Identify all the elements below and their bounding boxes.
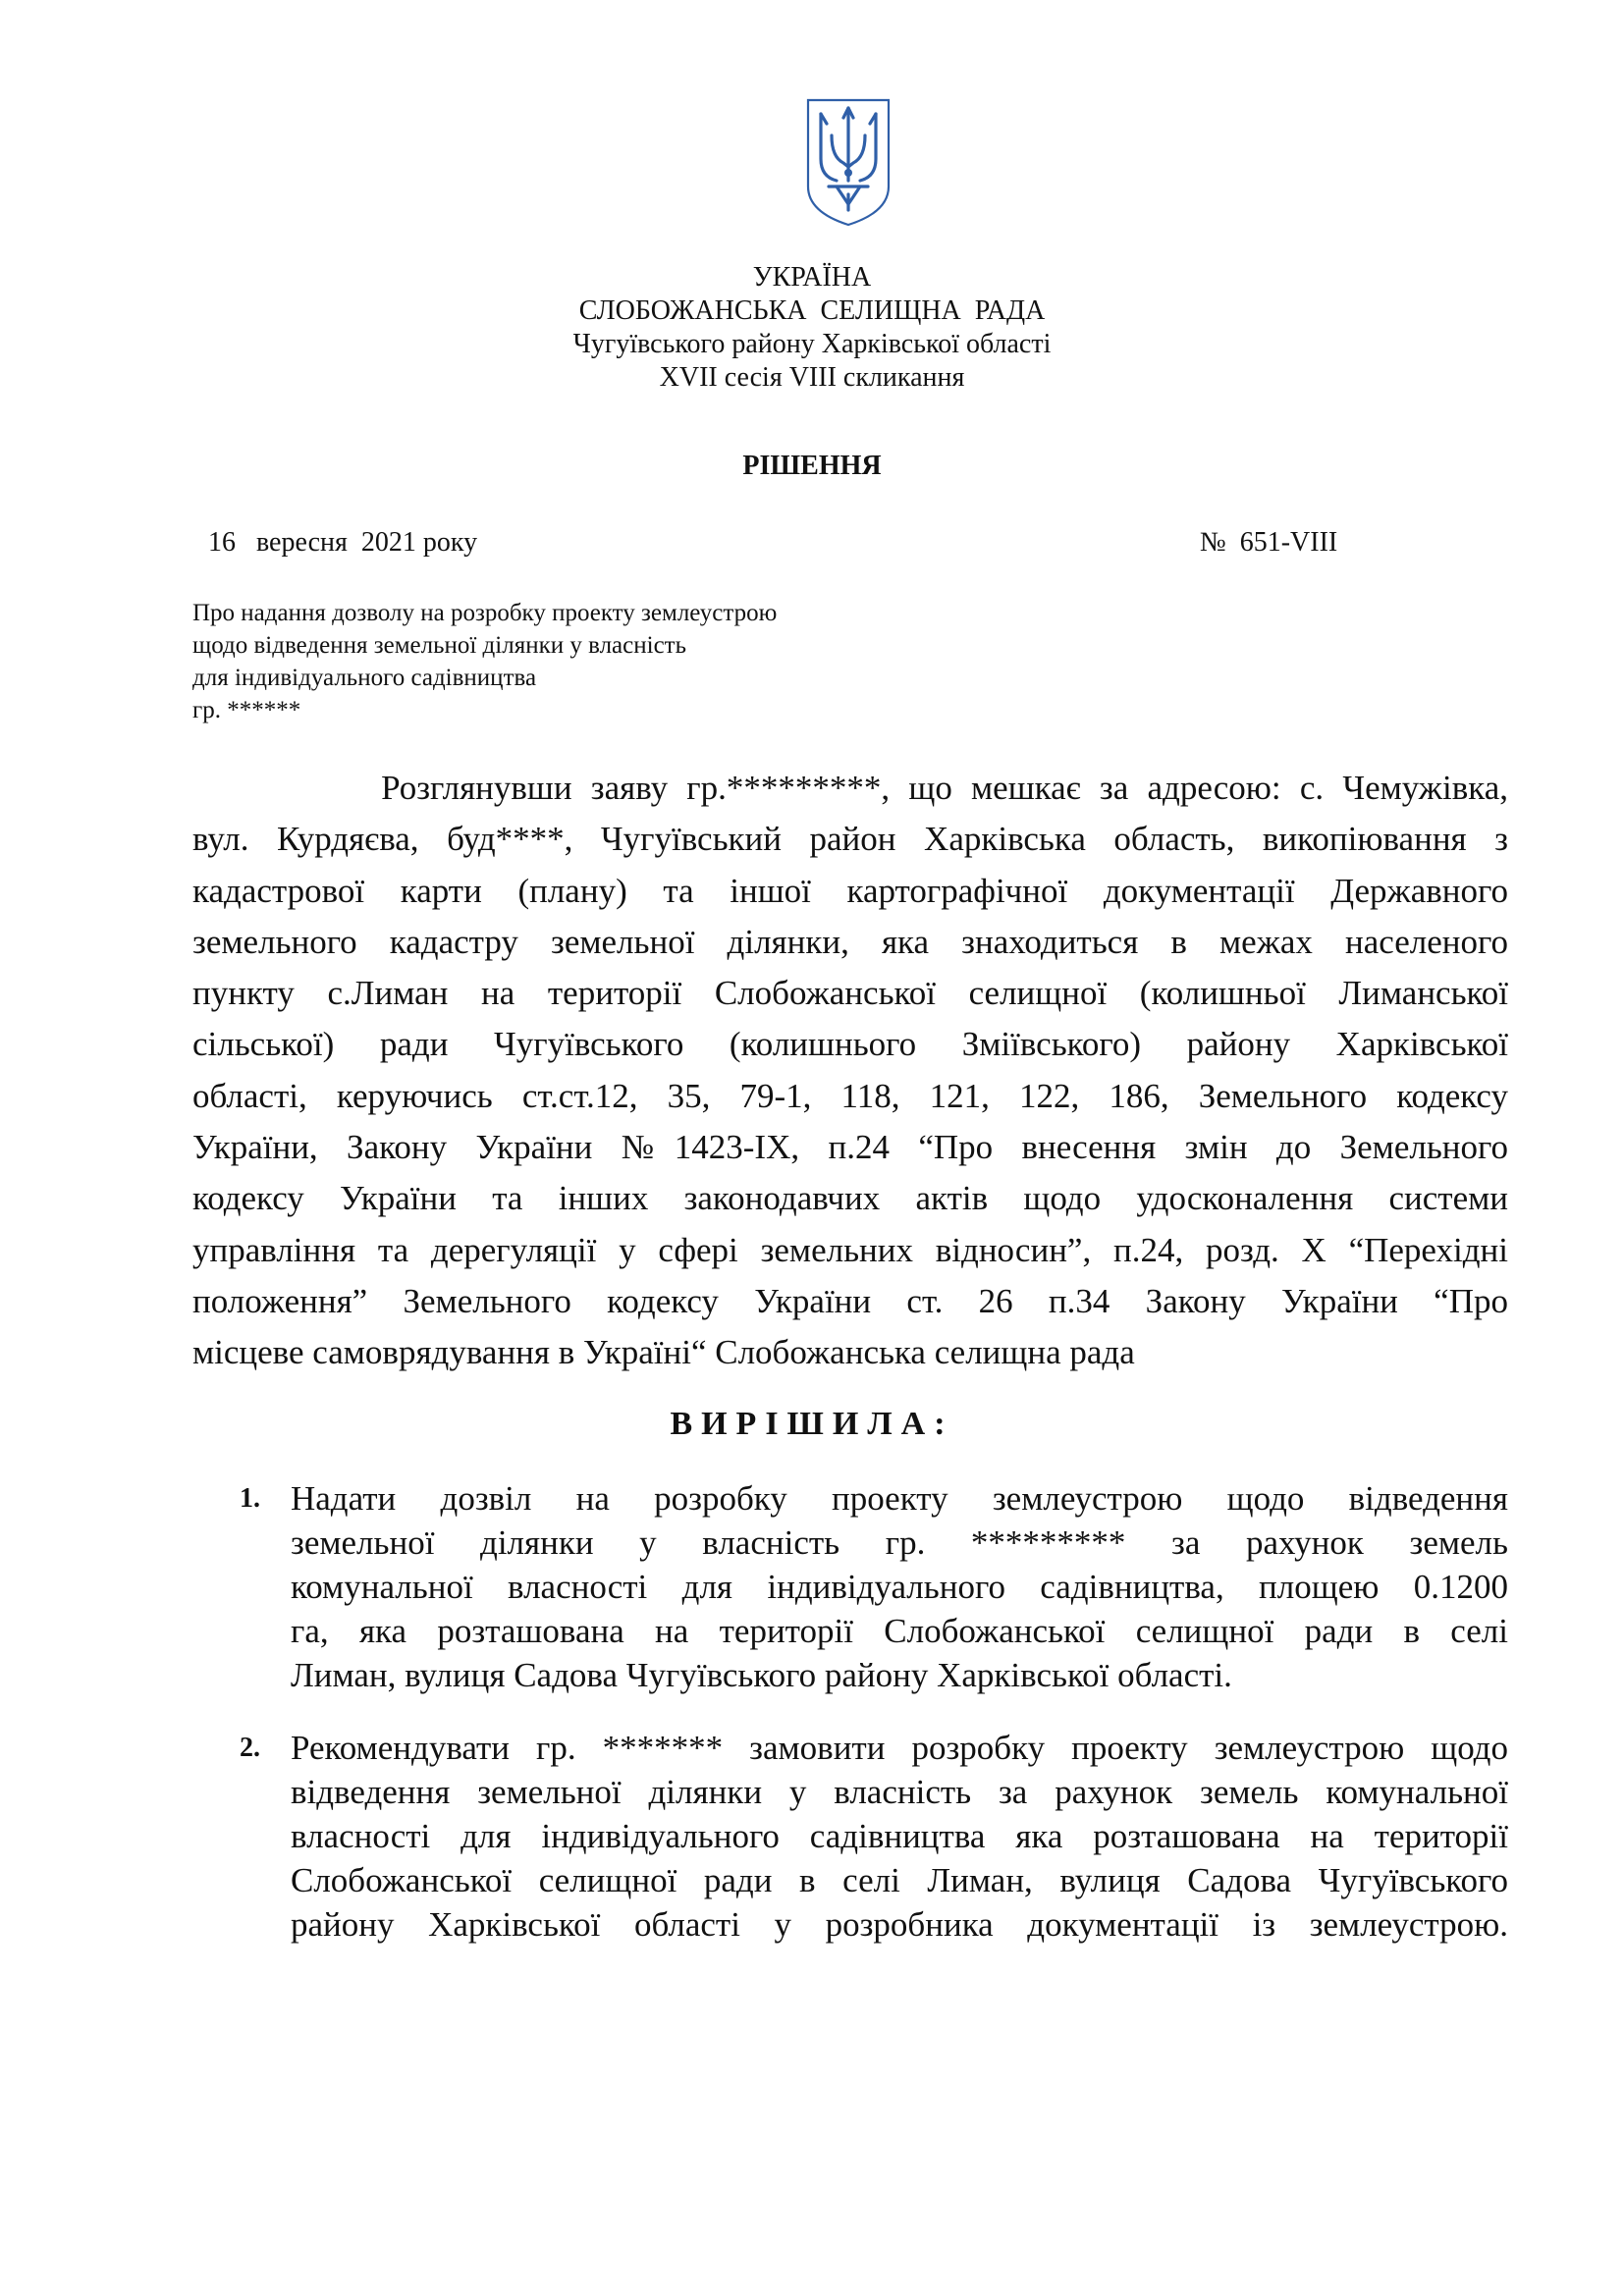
subject-line: гр. ****** [192, 697, 301, 723]
item-number: 1. [240, 1483, 260, 1514]
preamble-line: кадастрової карти (плану) та іншої картографічної документації Державного [192, 871, 1508, 910]
item-text [291, 1476, 1508, 1697]
document-header [0, 261, 1624, 395]
item-number: 2. [240, 1733, 260, 1763]
item-line: комунальної власності для індивідуального садівництва, площею 0.1200 [291, 1568, 1508, 1606]
item-line: га, яка розташована на території Слобожанської селищної ради в селі [291, 1612, 1508, 1650]
session-info: XVII сесія VIII скликання [659, 362, 965, 393]
council-name: СЛОБОЖАНСЬКА СЕЛИЩНА РАДА [578, 295, 1046, 326]
item-line: Слобожанської селищної ради в селі Лиман, вулиця Садова Чугуївського [291, 1861, 1508, 1899]
preamble-line: області, керуючись ст.ст.12, 35, 79-1, 118, 121, 122, 186, Земельного кодексу [192, 1076, 1508, 1115]
preamble-line: положення” Земельного кодексу України ст. 26 п.34 Закону України “Про [192, 1281, 1508, 1320]
preamble-paragraph [192, 763, 1508, 1379]
item-line: Лиман, вулиця Садова Чугуївського району Харківської області. [291, 1656, 1232, 1694]
item-line: Рекомендувати гр. ******* замовити розробку проекту землеустрою щодо [291, 1729, 1508, 1767]
resolved-heading: ВИРІШИЛА: [670, 1406, 954, 1442]
item-text [291, 1726, 1508, 1947]
trident-coat-of-arms-icon [804, 96, 893, 228]
document-title: РІШЕННЯ [742, 451, 882, 481]
item-line: Надати дозвіл на розробку проекту землеустрою щодо відведення [291, 1479, 1508, 1518]
preamble-line: кодексу України та інших законодавчих актів щодо удосконалення системи [192, 1179, 1508, 1218]
item-line: земельної ділянки у власність гр. ********* за рахунок земель [291, 1523, 1508, 1562]
preamble-line: управління та дерегуляції у сфері земельних відносин”, п.24, розд. Х “Перехідні [192, 1230, 1508, 1269]
item-line: відведення земельної ділянки у власність за рахунок земель комунальної [291, 1773, 1508, 1811]
decision-number: № 651-VIII [1200, 527, 1338, 558]
preamble-line: пункту с.Лиман на території Слобожанської селищної (колишньої Лиманської [192, 974, 1508, 1013]
item-line: власності для індивідуального садівництва яка розташована на території [291, 1817, 1508, 1855]
subject-line: щодо відведення земельної ділянки у власність [192, 632, 686, 659]
preamble-line: місцеве самоврядування в Україні“ Слобожанська селищна рада [192, 1333, 1135, 1372]
preamble-line: вул. Курдяєва, буд****, Чугуївський район Харківська область, викопіювання з [192, 820, 1508, 859]
preamble-line: Розглянувши заяву гр.*********, що мешкає за адресою: с. Чемужівка, [192, 769, 1508, 807]
decision-date: 16 вересня 2021 року [208, 527, 478, 558]
subject-line: Про надання дозволу на розробку проекту землеустрою [192, 600, 778, 626]
preamble-line: України, Закону України №1423-IX, п.24 “Про внесення змін до Земельного [192, 1128, 1508, 1167]
item-line: району Харківської області у розробника документації із землеустрою. [291, 1905, 1508, 1944]
preamble-line: сільської) ради Чугуївського (колишнього Зміївського) району Харківської [192, 1025, 1508, 1064]
district-name: Чугуївського району Харківської області [572, 329, 1052, 359]
country-name: УКРАЇНА [752, 262, 872, 293]
subject-line: для індивідуального садівництва [192, 665, 537, 691]
decision-subject [192, 597, 777, 726]
preamble-line: земельного кадастру земельної ділянки, яка знаходиться в межах населеного [192, 922, 1508, 961]
